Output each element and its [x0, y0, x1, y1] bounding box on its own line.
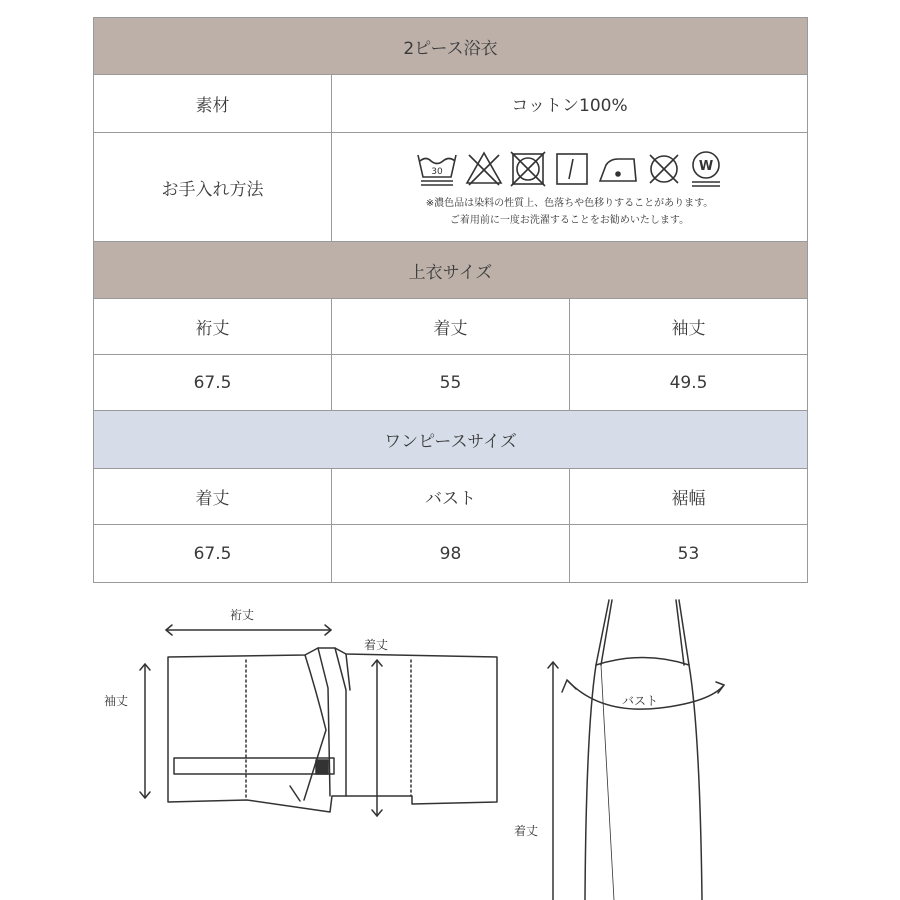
dress-header-bust: バスト: [332, 469, 570, 525]
care-icons: [332, 149, 807, 189]
care-note-line-1: ※濃色品は染料の性質上、色落ちや色移りすることがあります。: [425, 198, 714, 209]
no-bleach-icon: [464, 149, 504, 189]
title-row: [94, 18, 808, 75]
kitake-top-arrow: [372, 660, 382, 816]
top-header-yuki: 裄丈: [94, 299, 332, 355]
yuki-arrow: [166, 625, 331, 635]
kitake-top-label: 着丈: [364, 638, 389, 652]
sodetake-arrow: [140, 664, 150, 798]
iron-low-icon: [596, 149, 640, 189]
top-header-sodetake: 袖丈: [570, 299, 808, 355]
dress-size-header-row: [94, 469, 808, 525]
top-size-title-row: [94, 242, 808, 299]
bust-label: バスト: [622, 694, 659, 708]
top-garment-illustration: [168, 648, 497, 812]
care-row: [94, 133, 808, 242]
care-note: [332, 195, 807, 229]
dress-size-title-row: [94, 411, 808, 469]
no-dry-clean-icon: [644, 149, 684, 189]
no-tumble-dry-icon: [508, 149, 548, 189]
care-label: お手入れ方法: [94, 133, 332, 242]
svg-text:30: 30: [430, 167, 443, 177]
dress-header-susohaba: 裾幅: [570, 469, 808, 525]
top-value-yuki: 67.5: [94, 355, 332, 411]
kitake-dress-arrow: [548, 662, 558, 900]
top-value-sodetake: 49.5: [570, 355, 808, 411]
top-header-kitake: 着丈: [332, 299, 570, 355]
care-note-line-2: ご着用前に一度お洗濯することをお勧めいたします。: [449, 215, 690, 226]
dress-value-bust: 98: [332, 525, 570, 583]
dress-size-value-row: [94, 525, 808, 583]
dress-value-susohaba: 53: [570, 525, 808, 583]
dress-value-kitake: 67.5: [94, 525, 332, 583]
svg-text:W: W: [698, 159, 713, 174]
dress-header-kitake: 着丈: [94, 469, 332, 525]
product-title: 2ピース浴衣: [94, 18, 808, 75]
top-size-value-row: [94, 355, 808, 411]
wash-30-gentle-icon: [416, 149, 460, 189]
material-label: 素材: [94, 75, 332, 133]
kitake-dress-label: 着丈: [514, 824, 539, 838]
dress-illustration: [585, 600, 702, 900]
top-size-title: 上衣サイズ: [94, 242, 808, 299]
top-value-kitake: 55: [332, 355, 570, 411]
size-spec-sheet: [93, 17, 807, 583]
measurement-diagram: [0, 590, 900, 900]
material-value: コットン100%: [332, 75, 808, 133]
yuki-label: 裄丈: [230, 608, 255, 622]
top-size-header-row: [94, 299, 808, 355]
dress-size-title: ワンピースサイズ: [94, 411, 808, 469]
spec-table: [93, 17, 808, 583]
care-cell: [332, 133, 808, 242]
line-dry-icon: [552, 149, 592, 189]
wet-clean-gentle-icon: [688, 149, 724, 189]
sodetake-label: 袖丈: [104, 694, 129, 708]
material-row: [94, 75, 808, 133]
